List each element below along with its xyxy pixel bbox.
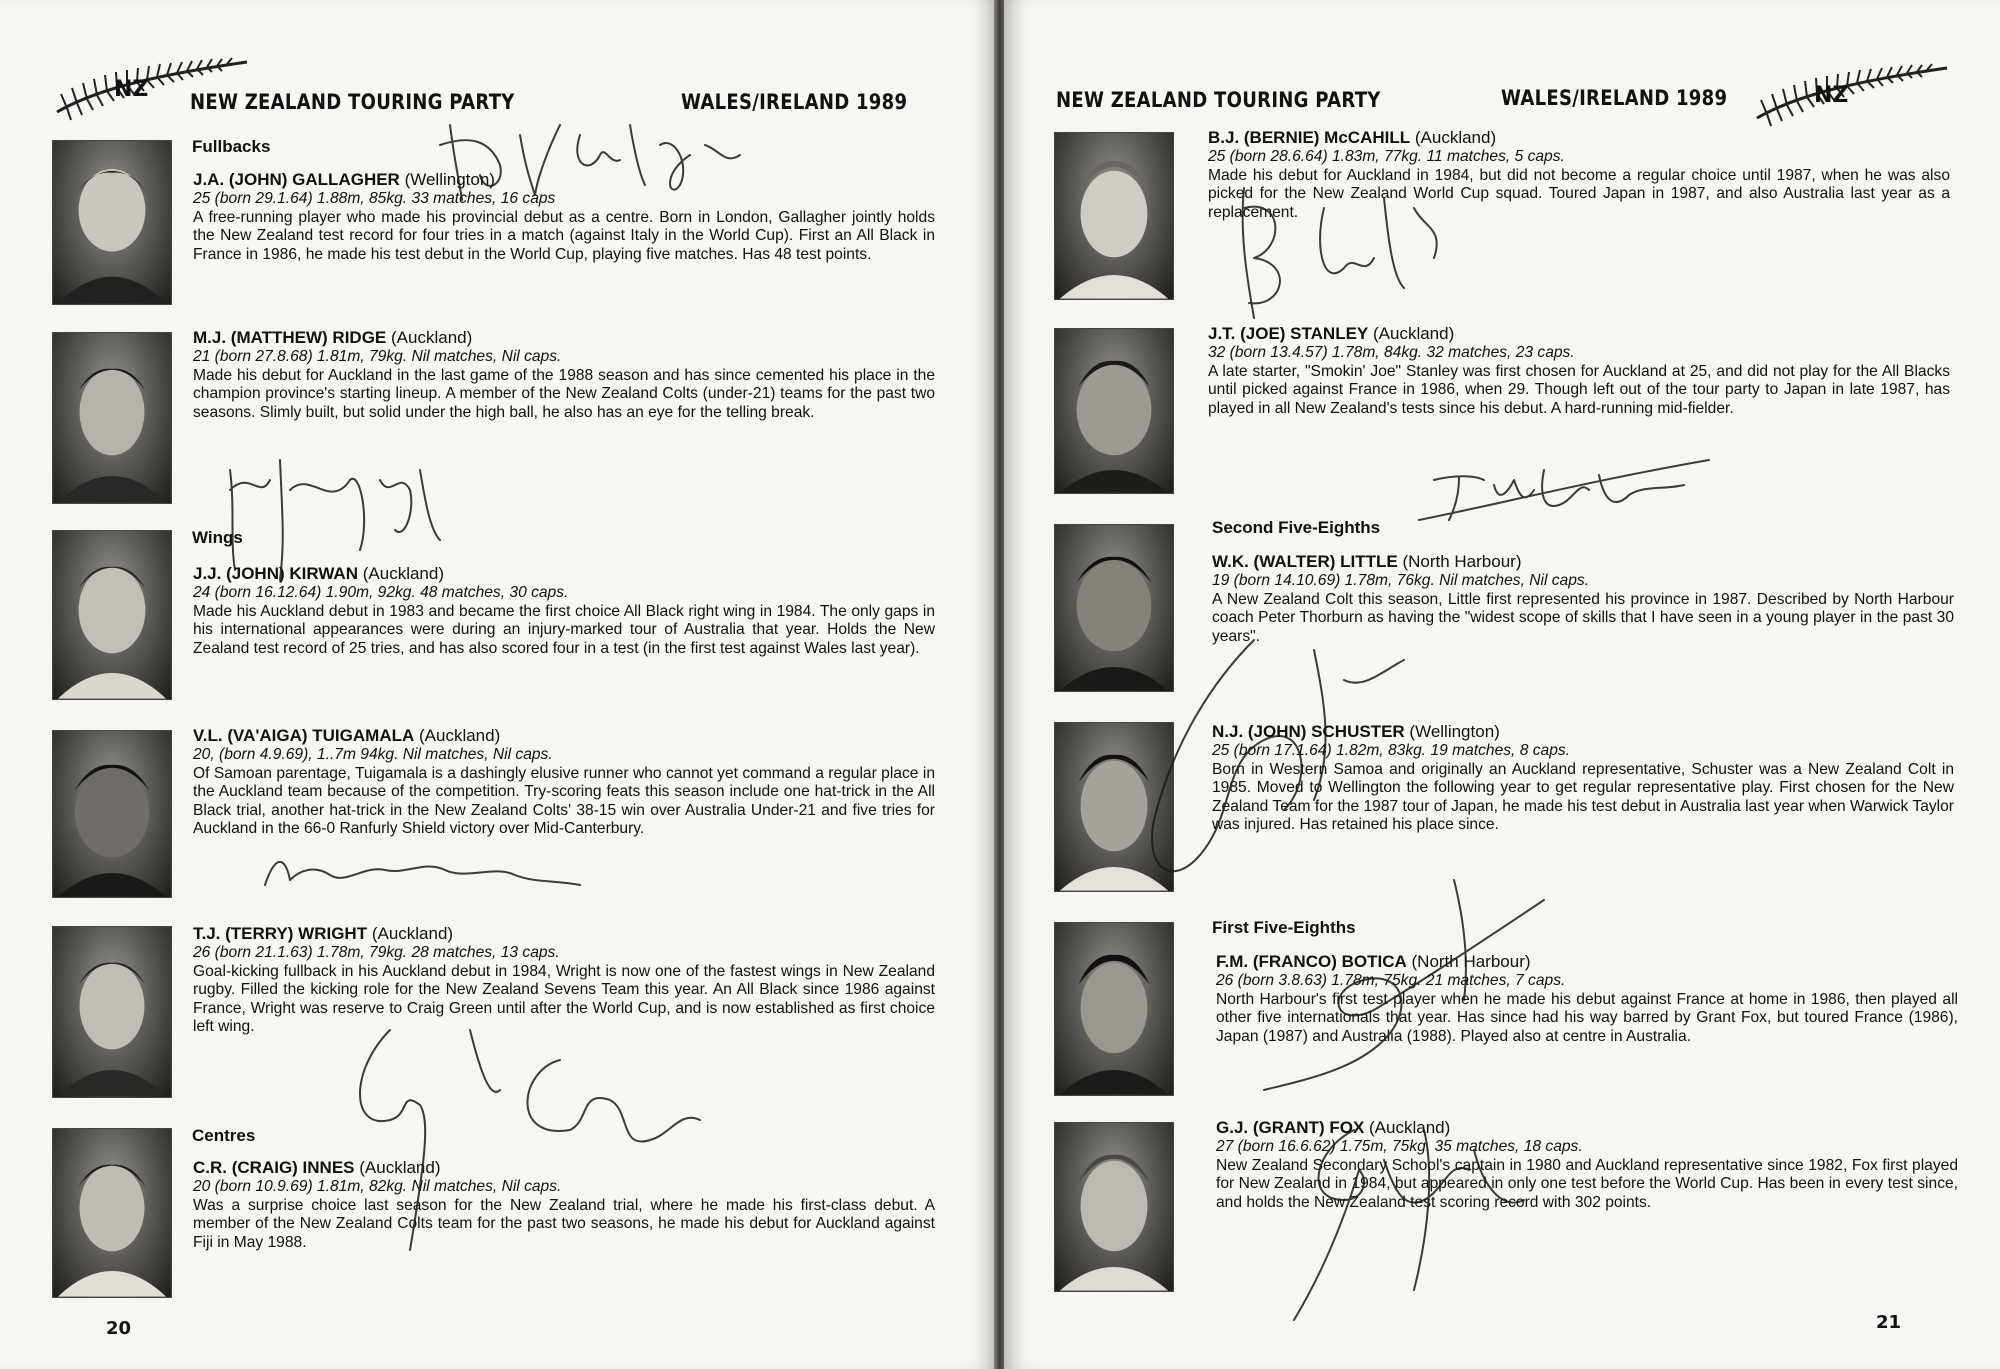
player-entry-little [1212,552,1954,646]
player-province: (North Harbour) [1402,552,1522,571]
player-stats: 21 (born 27.8.68) 1.81m, 79kg. Nil matches, Nil caps. [193,348,562,365]
player-province: (Auckland) [419,726,501,745]
player-province: (Auckland) [371,924,454,943]
player-entry-schuster [1212,722,1954,835]
section-heading-second-five-eighths: Second Five-Eighths [1212,518,1381,537]
player-bio: Born in Western Samoa and originally an Auckland representative, Schuster was a New Zealand Colt in 1985. Moved to Wellington the following year to get regular representative play. First chosen for the New Zealand Team for the 1987 tour of Japan, he made his test debut in Australia last year when Warwick Taylor was injured. Has retained his place since. [1212,760,1954,834]
section-heading-wings: Wings [192,528,243,547]
player-stats: 26 (born 21.1.63) 1.78m, 79kg. 28 matches, 13 caps. [193,944,560,961]
svg-text:NZ: NZ [1814,83,1849,108]
player-province: (Auckland) [362,564,444,583]
section-heading-first-five-eighths: First Five-Eighths [1212,918,1356,937]
player-name: C.R. (CRAIG) INNES [193,1158,355,1177]
running-title: NEW ZEALAND TOURING PARTY [1056,88,1381,112]
player-province: (Wellington) [404,170,495,189]
player-bio: Made his debut for Auckland in the last game of the 1988 season and has since cemented his place in the champion province's starting lineup. A member of the New Zealand Colts (under-21) teams for the past two seasons. Slimly built, but solid under the high ball, he also has an eye for the telling break. [193,366,935,421]
silver-fern-logo-icon [1752,58,1952,128]
player-stats: 19 (born 14.10.69) 1.78m, 76kg. Nil matches, Nil caps. [1212,572,1590,589]
player-photo-botica [1054,922,1174,1096]
player-photo-fox [1054,1122,1174,1292]
player-bio: A free-running player who made his provincial debut as a centre. Born in London, Gallagher jointly holds the New Zealand test record for four tries in a match (against Italy in the World Cup). First an All Black in France in 1986, he made his test debut in the World Cup, playing five matches. Has 48 test points. [193,208,935,263]
running-title: NEW ZEALAND TOURING PARTY [190,90,515,114]
page-number: 20 [106,1318,132,1339]
player-stats: 32 (born 13.4.57) 1.78m, 84kg. 32 matches, 23 caps. [1208,344,1575,361]
player-name: G.J. (GRANT) FOX [1216,1118,1365,1137]
player-stats: 26 (born 3.8.63) 1.78m, 75kg. 21 matches, 7 caps. [1216,972,1566,989]
player-entry-fox [1216,1118,1958,1212]
player-name: F.M. (FRANCO) BOTICA [1216,952,1407,971]
player-entry-botica [1216,952,1958,1046]
player-name: J.J. (JOHN) KIRWAN [193,564,358,583]
player-name: M.J. (MATTHEW) RIDGE [193,328,387,347]
player-name: W.K. (WALTER) LITTLE [1212,552,1398,571]
player-province: (Auckland) [1373,324,1455,343]
player-bio: Made his Auckland debut in 1983 and became the first choice All Black right wing in 1984. The only gaps in his international appearances were during an injury-marked tour of Australia that year. Holds the New Zealand test record of 25 tries, and has also scored four in a test (in the first test against Wales last year). [193,602,935,657]
player-photo-wright [52,926,172,1098]
player-bio: A New Zealand Colt this season, Little first represented his province in 1987. Described by North Harbour coach Peter Thorburn as having the "widest scope of skills that I have seen in a young player in the past 30 years". [1212,590,1954,645]
player-stats: 20 (born 10.9.69) 1.81m, 82kg. Nil matches, Nil caps. [193,1178,562,1195]
player-entry-tuigamala [193,726,935,839]
player-photo-little [1054,524,1174,692]
left-page [0,0,996,1369]
page-number: 21 [1876,1312,1902,1333]
player-province: (Auckland) [359,1158,441,1177]
player-name: N.J. (JOHN) SCHUSTER [1212,722,1405,741]
player-bio: Of Samoan parentage, Tuigamala is a dashingly elusive runner who cannot yet command a regular place in the Auckland team because of the competition. Try-scoring feats this season include one hat-trick in the All Black trial, another hat-trick in the New Zealand Colts' 38-15 win over Australia Under-21 and five tries for Auckland in the 66-0 Ranfurly Shield victory over Mid-Canterbury. [193,764,935,838]
autograph-tuigamala [255,845,585,895]
section-heading-fullbacks: Fullbacks [192,137,271,156]
player-stats: 24 (born 16.12.64) 1.90m, 92kg. 48 matches, 30 caps. [193,584,569,601]
player-photo-schuster [1054,722,1174,892]
player-entry-gallagher [193,170,935,264]
player-province: (Auckland) [1369,1118,1451,1137]
right-page [1004,0,2000,1369]
player-name: J.A. (JOHN) GALLAGHER [193,170,400,189]
player-bio: A late starter, "Smokin' Joe" Stanley was first chosen for Auckland at 25, and did not play for the All Blacks until picked against France in 1986, when 29. Though left out of the tour party to Japan in late 1987, has played in all New Zealand's tests since his debut. A hard-running mid-fielder. [1208,362,1950,417]
autograph-little [1414,450,1714,530]
player-bio: North Harbour's first test player when he made his debut against France at home in 1986, then played all other five internationals that year. Has since had his way barred by Grant Fox, but toured France (1986), Japan (1987) and Australia (1988). Played also at centre in Australia. [1216,990,1958,1045]
player-province: (Wellington) [1409,722,1500,741]
player-photo-mccahill [1054,132,1174,300]
player-entry-ridge [193,328,935,422]
player-province: (Auckland) [1414,128,1497,147]
player-photo-ridge [52,332,172,504]
player-name: T.J. (TERRY) WRIGHT [193,924,368,943]
player-name: B.J. (BERNIE) McCAHILL [1208,128,1411,147]
player-photo-stanley [1054,328,1174,494]
player-stats: 25 (born 29.1.64) 1.88m, 85kg. 33 matches, 16 caps [193,190,556,207]
player-bio: Goal-kicking fullback in his Auckland debut in 1984, Wright is now one of the fastest wings in New Zealand rugby. Filled the kicking role for the New Zealand Sevens Team this year. An All Black since 1986 against France, Wright was reserve to Craig Green until after the World Cup, and is now established as first choice left wing. [193,962,935,1036]
player-photo-tuigamala [52,730,172,898]
player-bio: Was a surprise choice last season for the New Zealand trial, where he made his first-class debut. A member of the New Zealand Colts team for the past two seasons, he made his debut for Auckland against Fiji in May 1988. [193,1196,935,1251]
player-entry-innes [193,1158,935,1252]
player-photo-gallagher [52,140,172,305]
player-entry-kirwan [193,564,935,658]
svg-text:NZ: NZ [114,77,149,102]
player-photo-innes [52,1128,172,1298]
player-entry-mccahill [1208,128,1950,222]
player-name: V.L. (VA'AIGA) TUIGAMALA [193,726,415,745]
running-event: WALES/IRELAND 1989 [1501,86,1728,110]
player-name: J.T. (JOE) STANLEY [1208,324,1369,343]
player-bio: New Zealand Secondary School's captain in 1980 and Auckland representative since 1982, Fox first played for New Zealand in 1984, but appeared in only one test before the World Cup. Has been in every test since, and holds the New Zealand test scoring record with 302 points. [1216,1156,1958,1211]
player-bio: Made his debut for Auckland in 1984, but did not become a regular choice until 1987, when he was also picked for the New Zealand World Cup squad. Toured Japan in 1987, and also Australia last year as a replacement. [1208,166,1950,221]
player-stats: 25 (born 17.1.64) 1.82m, 83kg. 19 matches, 8 caps. [1212,742,1571,759]
player-stats: 27 (born 16.6.62) 1.75m, 75kg. 35 matches, 18 caps. [1216,1138,1583,1155]
running-event: WALES/IRELAND 1989 [681,90,908,114]
player-photo-kirwan [52,530,172,700]
player-entry-wright [193,924,935,1037]
player-province: (Auckland) [391,328,473,347]
player-province: (North Harbour) [1411,952,1531,971]
player-entry-stanley [1208,324,1950,418]
section-heading-centres: Centres [192,1126,256,1145]
player-stats: 25 (born 28.6.64) 1.83m, 77kg. 11 matches, 5 caps. [1208,148,1565,165]
player-stats: 20, (born 4.9.69), 1..7m 94kg. Nil matches, Nil caps. [193,746,553,763]
